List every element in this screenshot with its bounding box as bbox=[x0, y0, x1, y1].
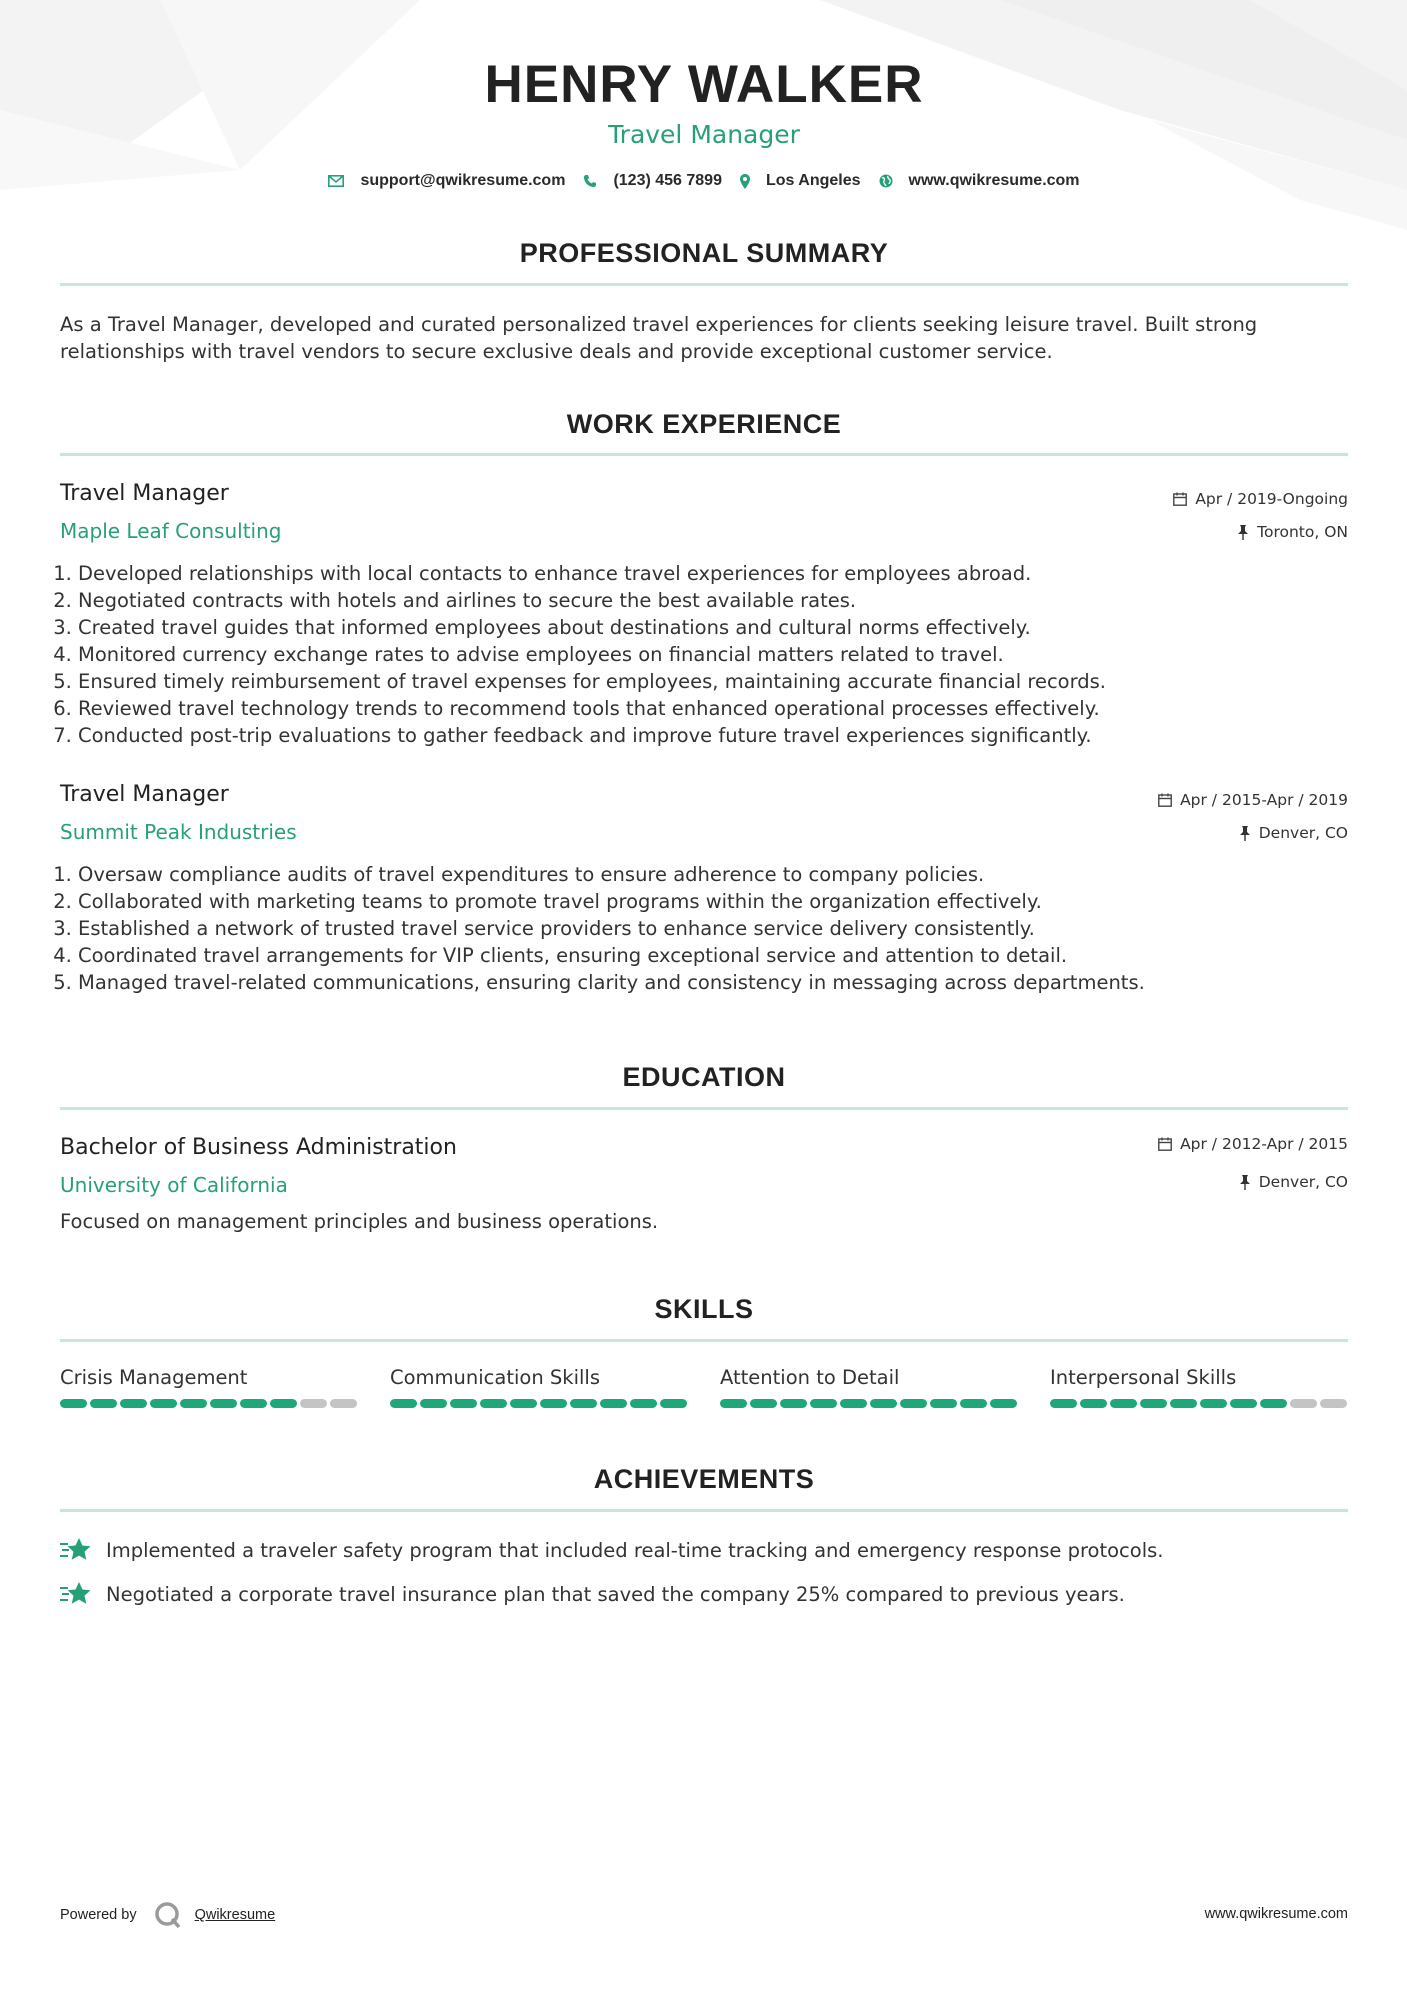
skill-dot-filled bbox=[720, 1399, 747, 1408]
pushpin-icon bbox=[1239, 826, 1251, 841]
education-dates bbox=[1158, 1135, 1348, 1153]
pushpin-icon bbox=[1237, 525, 1249, 540]
job-dates-text: Apr / 2015-Apr / 2019 bbox=[1180, 791, 1348, 809]
powered-by-label: Powered by bbox=[60, 1907, 137, 1923]
footer-website[interactable]: www.qwikresume.com bbox=[1204, 1906, 1348, 1922]
list-item: 5. Ensured timely reimbursement of travel expenses for employees, maintaining accurate financial records. bbox=[78, 668, 1366, 695]
skills-heading: SKILLS bbox=[654, 1294, 754, 1324]
summary-text: As a Travel Manager, developed and curated personalized travel experiences for clients seeking leisure travel. Built strong relationships with travel vendors to secure exclusive deals and provide exceptional customer service. bbox=[60, 313, 1258, 363]
education-description: Focused on management principles and business operations. bbox=[60, 1210, 659, 1233]
education-location-text: Denver, CO bbox=[1258, 1173, 1348, 1191]
achievement-text: Negotiated a corporate travel insurance plan that saved the company 25% compared to previous years. bbox=[106, 1582, 1125, 1606]
skill-dot-filled bbox=[930, 1399, 957, 1408]
job-dates bbox=[1158, 791, 1348, 809]
list-item: 2. Negotiated contracts with hotels and airlines to secure the best available rates. bbox=[78, 587, 1366, 614]
footer-powered-by bbox=[60, 1900, 275, 1930]
skill-dot-filled bbox=[180, 1399, 207, 1408]
qwikresume-logo-icon bbox=[153, 1900, 183, 1930]
achievements-heading: ACHIEVEMENTS bbox=[593, 1464, 815, 1494]
list-item: 3. Created travel guides that informed employees about destinations and cultural norms effectively. bbox=[78, 614, 1366, 641]
job-responsibilities bbox=[60, 560, 1366, 749]
list-item: 3. Established a network of trusted travel service providers to enhance service delivery consistently. bbox=[78, 915, 1366, 942]
skill-name: Attention to Detail bbox=[720, 1366, 900, 1389]
skill-item bbox=[720, 1366, 1020, 1408]
qwikresume-link[interactable]: Qwikresume bbox=[194, 1907, 276, 1923]
contact-location bbox=[740, 172, 861, 190]
skill-rating-bar bbox=[1050, 1399, 1350, 1408]
skill-item bbox=[60, 1366, 360, 1408]
contact-row bbox=[60, 172, 1348, 190]
skill-dot-filled bbox=[540, 1399, 567, 1408]
achievements-divider bbox=[60, 1509, 1348, 1512]
skill-dot-filled bbox=[900, 1399, 927, 1408]
skill-dot-filled bbox=[990, 1399, 1017, 1408]
education-location bbox=[1239, 1173, 1348, 1191]
list-item: 5. Managed travel-related communications, ensuring clarity and consistency in messaging across departments. bbox=[78, 969, 1366, 996]
skill-dot-filled bbox=[660, 1399, 687, 1408]
star-icon bbox=[60, 1537, 92, 1563]
skill-name: Communication Skills bbox=[390, 1366, 600, 1389]
skill-dot-filled bbox=[150, 1399, 177, 1408]
star-icon bbox=[60, 1581, 92, 1607]
skill-dot-filled bbox=[600, 1399, 627, 1408]
company-name: Summit Peak Industries bbox=[60, 820, 297, 844]
list-item: 1. Developed relationships with local contacts to enhance travel experiences for employees abroad. bbox=[78, 560, 1366, 587]
skills-divider bbox=[60, 1339, 1348, 1342]
skill-dot-filled bbox=[780, 1399, 807, 1408]
skill-rating-bar bbox=[390, 1399, 690, 1408]
skill-dot-filled bbox=[1140, 1399, 1167, 1408]
globe-icon bbox=[879, 174, 893, 188]
job-location bbox=[1239, 824, 1348, 842]
skill-dot-filled bbox=[870, 1399, 897, 1408]
skill-dot-filled bbox=[120, 1399, 147, 1408]
contact-phone[interactable] bbox=[583, 172, 722, 190]
job-title: Travel Manager bbox=[60, 782, 229, 807]
skill-dot-empty bbox=[1320, 1399, 1347, 1408]
skill-dot-filled bbox=[1080, 1399, 1107, 1408]
skill-dot-filled bbox=[1170, 1399, 1197, 1408]
list-item: 4. Coordinated travel arrangements for VIP clients, ensuring exceptional service and attention to detail. bbox=[78, 942, 1366, 969]
email-text: support@qwikresume.com bbox=[360, 172, 566, 189]
skill-dot-filled bbox=[810, 1399, 837, 1408]
skill-dot-filled bbox=[390, 1399, 417, 1408]
education-heading: EDUCATION bbox=[622, 1062, 786, 1092]
calendar-icon bbox=[1158, 1137, 1172, 1151]
list-item: 1. Oversaw compliance audits of travel expenditures to ensure adherence to company policies. bbox=[78, 861, 1366, 888]
company-name: Maple Leaf Consulting bbox=[60, 519, 282, 543]
job-dates bbox=[1173, 490, 1348, 508]
skill-dot-filled bbox=[1230, 1399, 1257, 1408]
location-text: Los Angeles bbox=[765, 172, 861, 189]
skill-dot-filled bbox=[510, 1399, 537, 1408]
skill-dot-filled bbox=[450, 1399, 477, 1408]
skill-dot-empty bbox=[1290, 1399, 1317, 1408]
calendar-icon bbox=[1173, 492, 1187, 506]
skill-dot-filled bbox=[1200, 1399, 1227, 1408]
skill-name: Interpersonal Skills bbox=[1050, 1366, 1237, 1389]
achievement-item bbox=[60, 1581, 1125, 1607]
skill-dot-filled bbox=[960, 1399, 987, 1408]
map-pin-icon bbox=[740, 174, 750, 189]
skill-dot-filled bbox=[210, 1399, 237, 1408]
skill-item bbox=[390, 1366, 690, 1408]
phone-icon bbox=[583, 174, 597, 188]
list-item: 6. Reviewed travel technology trends to recommend tools that enhanced operational processes effectively. bbox=[78, 695, 1366, 722]
list-item: 7. Conducted post-trip evaluations to gather feedback and improve future travel experiences significantly. bbox=[78, 722, 1366, 749]
skill-dot-filled bbox=[570, 1399, 597, 1408]
job-location bbox=[1237, 523, 1348, 541]
skill-dot-empty bbox=[300, 1399, 327, 1408]
skill-item bbox=[1050, 1366, 1350, 1408]
school-name: University of California bbox=[60, 1173, 288, 1197]
skill-dot-filled bbox=[840, 1399, 867, 1408]
job-responsibilities bbox=[60, 861, 1366, 996]
skill-dot-filled bbox=[270, 1399, 297, 1408]
skill-dot-filled bbox=[420, 1399, 447, 1408]
education-dates-text: Apr / 2012-Apr / 2015 bbox=[1180, 1135, 1348, 1153]
skill-dot-filled bbox=[630, 1399, 657, 1408]
experience-divider bbox=[60, 453, 1348, 456]
degree-title: Bachelor of Business Administration bbox=[60, 1135, 457, 1160]
skill-rating-bar bbox=[720, 1399, 1020, 1408]
website-text: www.qwikresume.com bbox=[908, 172, 1080, 189]
list-item: 2. Collaborated with marketing teams to promote travel programs within the organization effectively. bbox=[78, 888, 1366, 915]
summary-divider bbox=[60, 283, 1348, 286]
candidate-title: Travel Manager bbox=[608, 120, 800, 149]
calendar-icon bbox=[1158, 793, 1172, 807]
skill-dot-filled bbox=[90, 1399, 117, 1408]
job-location-text: Toronto, ON bbox=[1257, 523, 1348, 541]
achievement-item bbox=[60, 1537, 1164, 1563]
skill-dot-filled bbox=[1260, 1399, 1287, 1408]
skill-dot-filled bbox=[480, 1399, 507, 1408]
skill-dot-filled bbox=[750, 1399, 777, 1408]
education-divider bbox=[60, 1107, 1348, 1110]
skill-rating-bar bbox=[60, 1399, 360, 1408]
skill-dot-empty bbox=[330, 1399, 357, 1408]
skill-dot-filled bbox=[240, 1399, 267, 1408]
skill-dot-filled bbox=[1110, 1399, 1137, 1408]
achievement-text: Implemented a traveler safety program that included real-time tracking and emergency response protocols. bbox=[106, 1538, 1164, 1562]
skill-dot-filled bbox=[60, 1399, 87, 1408]
experience-heading: WORK EXPERIENCE bbox=[566, 409, 842, 439]
list-item: 4. Monitored currency exchange rates to advise employees on financial matters related to travel. bbox=[78, 641, 1366, 668]
candidate-name: HENRY WALKER bbox=[484, 55, 924, 114]
pushpin-icon bbox=[1239, 1175, 1251, 1190]
job-location-text: Denver, CO bbox=[1258, 824, 1348, 842]
skill-dot-filled bbox=[1050, 1399, 1077, 1408]
job-dates-text: Apr / 2019-Ongoing bbox=[1195, 490, 1348, 508]
skill-name: Crisis Management bbox=[60, 1366, 248, 1389]
contact-email[interactable] bbox=[328, 172, 565, 190]
contact-website[interactable] bbox=[879, 172, 1080, 190]
job-title: Travel Manager bbox=[60, 481, 229, 506]
phone-text: (123) 456 7899 bbox=[613, 172, 722, 189]
envelope-icon bbox=[328, 175, 344, 187]
summary-heading: PROFESSIONAL SUMMARY bbox=[519, 238, 889, 268]
